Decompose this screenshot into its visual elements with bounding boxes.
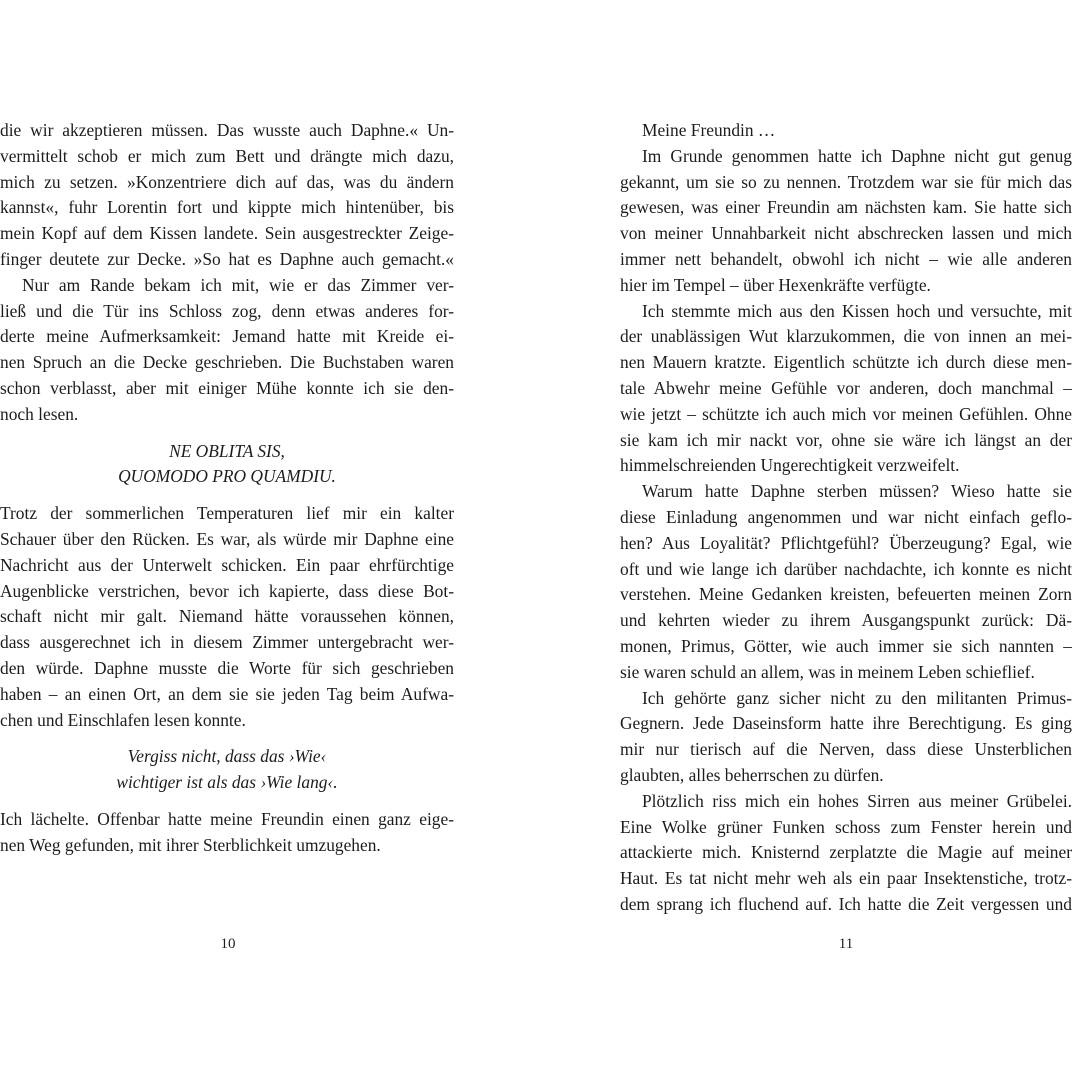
text-line: verstehen. Meine Gedanken kreisten, befeuerten meinen Zorn	[620, 584, 1072, 605]
text-line: nen Weg gefunden, mit ihrer Sterblichkeit umzugehen.	[0, 834, 381, 855]
inscription-line: NE OBLITA SIS,	[169, 440, 285, 461]
spacer	[0, 796, 454, 807]
text-line: noch lesen.	[0, 403, 79, 424]
text-line: Trotz der sommerlichen Temperaturen lief mir ein kalter	[0, 503, 454, 524]
text-line: immer nett behandelt, obwohl ich nicht – wie alle anderen	[620, 248, 1072, 269]
text-line: hier im Tempel – über Hexenkräfte verfügte.	[620, 274, 931, 295]
left-page	[0, 118, 454, 859]
text-line: schon verblasst, aber mit einiger Mühe konnte ich sie den-	[0, 377, 454, 398]
text-line: himmelschreienden Ungerechtigkeit verzweifelt.	[620, 455, 960, 476]
text-line: ließ und die Tür ins Schloss zog, denn etwas anderes for-	[0, 300, 454, 321]
text-line: oft und wie lange ich darüber nachdachte, ich konnte es nicht	[620, 558, 1072, 579]
text-line: dem sprang ich fluchend auf. Ich hatte die Zeit vergessen und	[620, 893, 1072, 914]
text-line: Ich stemmte mich aus den Kissen hoch und versuchte, mit	[642, 300, 1072, 321]
text-line: Ich lächelte. Offenbar hatte meine Freundin einen ganz eige-	[0, 808, 454, 829]
text-line: die wir akzeptieren müssen. Das wusste auch Daphne.« Un-	[0, 120, 454, 140]
text-line: den würde. Daphne musste die Worte für sich geschrieben	[0, 657, 454, 678]
text-line: Augenblicke verstrichen, bevor ich kapierte, dass diese Bot-	[0, 580, 454, 601]
text-line: Eine Wolke grüner Funken schoss zum Fenster herein und	[620, 816, 1072, 837]
spacer	[0, 733, 454, 744]
text-line: attackierte mich. Knisternd zerplatzte die Magie auf meiner	[620, 842, 1072, 863]
text-line: Schauer über den Rücken. Es war, als würde mir Daphne eine	[0, 528, 454, 549]
text-line: und kehrten wieder zu ihrem Ausgangspunkt zurück: Dä-	[620, 610, 1072, 631]
text-line: Haut. Es tat nicht mehr weh als ein paar Insektenstiche, trotz-	[620, 868, 1072, 889]
inscription-line: QUOMODO PRO QUAMDIU.	[118, 466, 336, 487]
spacer	[0, 428, 454, 439]
text-line: Im Grunde genommen hatte ich Daphne nicht gut genug	[642, 145, 1072, 166]
text-line: derte meine Aufmerksamkeit: Jemand hatte mit Kreide ei-	[0, 326, 454, 347]
text-line: finger deutete zur Decke. »So hat es Daphne auch gemacht.«	[0, 248, 454, 269]
text-line: Gegnern. Jede Daseinsform hatte ihre Berechtigung. Es ging	[620, 713, 1072, 734]
text-line: Ich gehörte ganz sicher nicht zu den militanten Primus-	[642, 687, 1072, 708]
text-line: tale Abwehr meine Gefühle vor anderen, doch manchmal –	[620, 377, 1072, 398]
text-line: gekannt, um sie so zu nennen. Trotzdem war sie für mich das	[620, 171, 1072, 192]
text-line: Nur am Rande bekam ich mit, wie er das Zimmer ver-	[22, 274, 454, 295]
page-number-left: 10	[220, 936, 236, 952]
spacer	[0, 490, 454, 501]
text-line: Nachricht aus der Unterwelt schicken. Ein paar ehrfürchtige	[0, 554, 454, 575]
translation-line: Vergiss nicht, dass das ›Wie‹	[127, 746, 327, 767]
text-line: hen? Aus Loyalität? Pflichtgefühl? Überzeugung? Egal, wie	[620, 532, 1072, 553]
text-line: Meine Freundin …	[642, 120, 776, 140]
text-line: haben – an einen Ort, an dem sie sie jeden Tag beim Aufwa-	[0, 683, 454, 704]
page-number-right: 11	[838, 936, 854, 952]
text-line: dass ausgerechnet ich in diesem Zimmer untergebracht wer-	[0, 632, 454, 653]
text-line: sie kam ich mir nackt vor, ohne sie wäre ich längst an der	[620, 429, 1072, 450]
text-line: kannst«, fuhr Lorentin fort und kippte mich hintenüber, bis	[0, 197, 454, 218]
translation-line: wichtiger ist als das ›Wie lang‹.	[116, 772, 338, 793]
text-line: von meiner Unnahbarkeit nicht abschrecken lassen und mich	[620, 223, 1072, 244]
text-line: mich zu setzen. »Konzentriere dich auf das, was du ändern	[0, 171, 454, 192]
right-page	[620, 118, 1072, 918]
text-line: sie waren schuld an allem, was in meinem Leben schieflief.	[620, 661, 1035, 682]
text-line: wie jetzt – schützte ich auch mich vor meinen Gefühlen. Ohne	[620, 403, 1072, 424]
text-line: nen Spruch an die Decke geschrieben. Die Buchstaben waren	[0, 352, 454, 373]
text-line: schaft nicht mir galt. Niemand hätte voraussehen können,	[0, 606, 454, 627]
text-line: nen Mauern kratzte. Eigentlich schützte ich durch diese men-	[620, 352, 1072, 373]
text-line: Plötzlich riss mich ein hohes Sirren aus meiner Grübelei.	[642, 790, 1072, 811]
text-line: mein Kopf auf dem Kissen landete. Sein ausgestreckter Zeige-	[0, 223, 454, 244]
text-line: Warum hatte Daphne sterben müssen? Wieso hatte sie	[642, 481, 1072, 502]
text-line: glaubten, alles beherrschen zu dürfen.	[620, 764, 884, 785]
text-line: diese Einladung angenommen und war nicht einfach geflo-	[620, 506, 1072, 527]
text-line: gewesen, was einer Freundin am nächsten kam. Sie hatte sich	[620, 197, 1072, 218]
text-line: vermittelt schob er mich zum Bett und drängte mich dazu,	[0, 145, 454, 166]
text-line: mir nur tierisch auf die Nerven, dass diese Unsterblichen	[620, 739, 1072, 760]
text-line: chen und Einschlafen lesen konnte.	[0, 709, 246, 730]
text-line: der unablässigen Wut klarzukommen, die von innen an mei-	[620, 326, 1072, 347]
text-line: monen, Primus, Götter, wie auch immer sie sich nannten –	[620, 635, 1072, 656]
